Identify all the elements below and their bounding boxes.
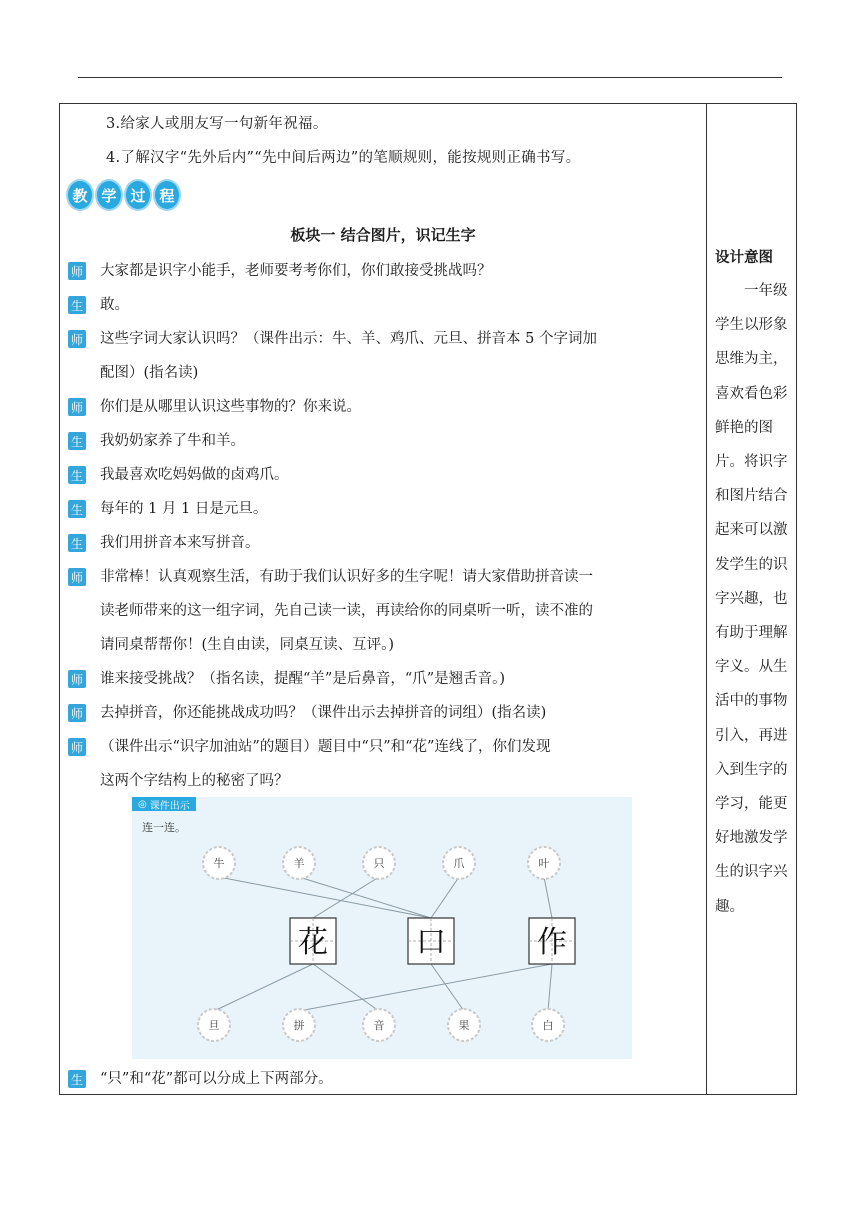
student-tag: 生 xyxy=(68,534,86,552)
match-line xyxy=(299,964,552,1011)
char-label: 爪 xyxy=(453,857,465,870)
char-label: 音 xyxy=(373,1019,385,1032)
center-char: 花 xyxy=(298,925,328,960)
courseware-label-text: 课件出示 xyxy=(149,800,190,812)
teacher-tag: 师 xyxy=(68,262,86,280)
dialogue-line: 每年的 1 月 1 日是元旦。 xyxy=(100,501,268,517)
dialogue-line: 我奶奶家养了牛和羊。 xyxy=(100,433,245,449)
teacher-tag: 师 xyxy=(68,670,86,688)
match-line xyxy=(548,964,552,1011)
match-line xyxy=(313,964,379,1011)
dialogue-line: 你们是从哪里认识这些事物的？你来说。 xyxy=(100,399,361,415)
student-tag: 生 xyxy=(68,432,86,450)
design-intent-title: 设计意图 xyxy=(715,250,773,266)
dialogue-line: 这两个字结构上的秘密了吗？ xyxy=(100,773,289,789)
courseware-figure xyxy=(132,797,632,1059)
dialogue-line: 我们用拼音本来写拼音。 xyxy=(100,535,260,551)
badge-char: 程 xyxy=(153,179,181,211)
student-tag: 生 xyxy=(68,500,86,518)
dialogue-line: 这些字词大家认识吗？（课件出示：牛、羊、鸡爪、元旦、拼音本 5 个字词加 xyxy=(100,331,597,347)
badge-char: 教 xyxy=(66,179,94,211)
char-label: 只 xyxy=(373,857,385,870)
match-line xyxy=(544,877,552,918)
char-label: 果 xyxy=(458,1019,470,1032)
match-line xyxy=(219,877,431,918)
header-rule xyxy=(78,77,782,78)
char-label: 叶 xyxy=(538,857,550,870)
teacher-tag: 师 xyxy=(68,568,86,586)
figure-instruction: 连一连。 xyxy=(142,821,186,834)
teacher-tag: 师 xyxy=(68,738,86,756)
matching-diagram xyxy=(132,797,632,1059)
dialogue-line: 读老师带来的这一组字词，先自己读一读，再读给你的同桌听一听，读不准的 xyxy=(100,603,593,619)
char-label: 羊 xyxy=(293,857,305,870)
dialogue-line: “只”和“花”都可以分成上下两部分。 xyxy=(100,1071,333,1087)
char-label: 白 xyxy=(542,1019,554,1032)
dialogue-line: （课件出示“识字加油站”的题目）题目中“只”和“花”连线了，你们发现 xyxy=(100,739,551,755)
student-tag: 生 xyxy=(68,296,86,314)
badge-char: 学 xyxy=(95,179,123,211)
match-line xyxy=(299,877,431,918)
dialogue-line: 配图）(指名读) xyxy=(100,365,199,381)
dialogue-line: 去掉拼音，你还能挑战成功吗？（课件出示去掉拼音的词组）(指名读) xyxy=(100,705,547,721)
student-tag: 生 xyxy=(68,466,86,484)
teacher-tag: 师 xyxy=(68,398,86,416)
dialogue-line: 谁来接受挑战？（指名读，提醒“羊”是后鼻音，“爪”是翘舌音。) xyxy=(100,671,506,687)
goal-3: 3.给家人或朋友写一句新年祝福。 xyxy=(106,116,328,132)
center-char: 作 xyxy=(537,925,567,960)
center-char: 口 xyxy=(416,925,446,960)
display-icon: ◎ xyxy=(138,798,147,810)
teacher-tag: 师 xyxy=(68,704,86,722)
badge-char: 过 xyxy=(124,179,152,211)
design-intent-column xyxy=(707,104,796,1094)
char-label: 拼 xyxy=(293,1019,305,1032)
design-intent-text: 一年级学生以形象思维为主，喜欢看色彩鲜艳的图片。将识字和图片结合起来可以激发学生的识字兴趣，也有助于理解字义。从生活中的事物引入，再进入到生字的学习，能更好地激发学生的识字兴趣。 xyxy=(715,283,788,915)
section-title: 板块一 结合图片，识记生字 xyxy=(290,226,476,244)
char-label: 牛 xyxy=(213,857,225,870)
char-label: 旦 xyxy=(208,1019,220,1032)
match-line xyxy=(214,964,313,1011)
lesson-table xyxy=(59,103,797,1095)
dialogue-line: 敢。 xyxy=(100,297,129,313)
main-column xyxy=(60,104,706,1094)
dialogue-line: 大家都是识字小能手，老师要考考你们，你们敢接受挑战吗？ xyxy=(100,263,492,279)
teaching-process-badge xyxy=(66,179,181,211)
match-line xyxy=(431,964,464,1011)
student-tag: 生 xyxy=(68,1070,86,1088)
dialogue-line: 非常棒！认真观察生活，有助于我们认识好多的生字呢！请大家借助拼音读一 xyxy=(100,569,593,585)
teacher-tag: 师 xyxy=(68,330,86,348)
match-line xyxy=(431,877,459,918)
dialogue-line: 请同桌帮帮你！(生自由读，同桌互读、互评。) xyxy=(100,637,395,653)
goal-4: 4.了解汉字“先外后内”“先中间后两边”的笔顺规则，能按规则正确书写。 xyxy=(106,150,581,166)
dialogue-line: 我最喜欢吃妈妈做的卤鸡爪。 xyxy=(100,467,289,483)
courseware-label xyxy=(132,797,196,811)
